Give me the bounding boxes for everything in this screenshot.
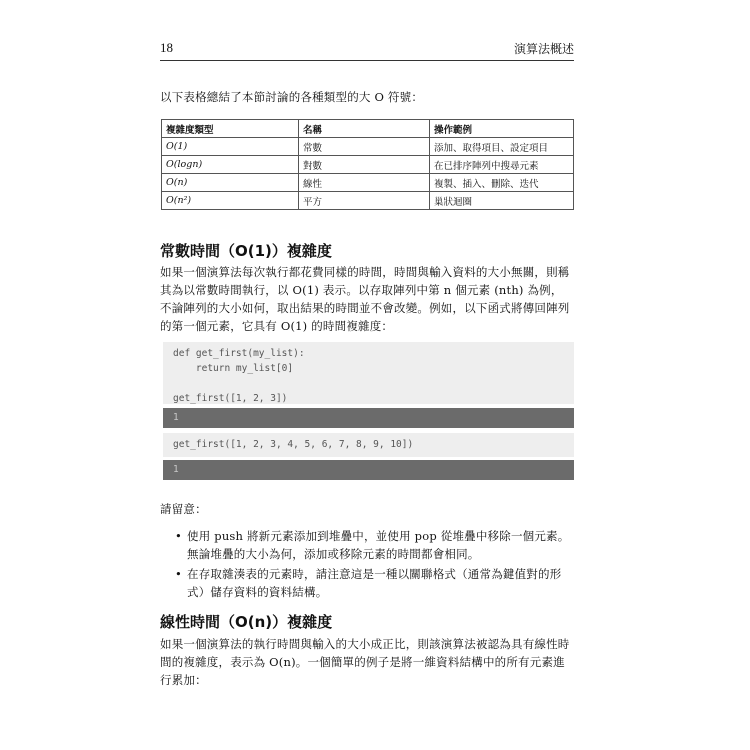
table-cell: 對數 [299, 156, 430, 174]
section-heading-linear: 線性時間（O(n)）複雜度 [160, 613, 333, 631]
column-header: 名稱 [299, 120, 430, 138]
linear-paragraph: 如果一個演算法的執行時間與輸入的大小成正比，則該演算法被認為具有線性時間的複雜度，表示為 O(n)。一個簡單的例子是將一維資料結構中的所有元素進行累加： [160, 637, 570, 687]
table-cell: 複製、插入、刪除、迭代 [430, 174, 574, 192]
output-text: 1 [173, 464, 179, 475]
complexity-table [161, 119, 574, 210]
chapter-title: 演算法概述 [513, 42, 574, 56]
code-text: def get_first(my_list): return my_list[0] get_first([1, 2, 3]) [173, 348, 305, 404]
column-header: 複雜度類型 [162, 120, 299, 138]
table-cell: 添加、取得項目、設定項目 [430, 138, 574, 156]
table-cell: 巢狀迴圈 [430, 192, 574, 210]
code-text: get_first([1, 2, 3, 4, 5, 6, 7, 8, 9, 10]) [173, 439, 414, 450]
constant-paragraph: 如果一個演算法每次執行都花費同樣的時間，時間與輸入資料的大小無關，則稱其為以常數時間執行，以 O(1) 表示。以存取陣列中第 n 個元素 (nth) 為例，不論陣列的大小如何，取出結果的時間並不會改變。例如，以下函式將傳回陣列的第一個元素，它具有 O(1) 的時間複雜度： [160, 265, 570, 333]
page-header [160, 40, 574, 60]
code-block [163, 342, 574, 404]
table-row [162, 138, 574, 156]
notes-list [175, 527, 574, 603]
note-label: 請留意： [160, 502, 207, 516]
table-row [162, 156, 574, 174]
table-row [162, 174, 574, 192]
table-header-row [162, 120, 574, 138]
table-cell: O(1) [162, 138, 299, 156]
section-heading-constant: 常數時間（O(1)）複雜度 [160, 242, 332, 260]
list-item: • 在存取雜湊表的元素時，請注意這是一種以關聯格式（通常為鍵值對的形式）儲存資料的資料結構。 [175, 565, 574, 601]
header-rule [160, 60, 574, 61]
code-output [163, 460, 574, 480]
table-cell: 線性 [299, 174, 430, 192]
code-output [163, 408, 574, 428]
column-header: 操作範例 [430, 120, 574, 138]
table-cell: 在已排序陣列中搜尋元素 [430, 156, 574, 174]
page-number: 18 [160, 40, 173, 55]
list-item: • 使用 push 將新元素添加到堆疊中，並使用 pop 從堆疊中移除一個元素。無論堆疊的大小為何，添加或移除元素的時間都會相同。 [175, 527, 574, 563]
table-cell: O(n²) [162, 192, 299, 210]
code-block [163, 433, 574, 457]
intro-text: 以下表格總結了本節討論的各種類型的大 O 符號： [160, 90, 424, 104]
table-cell: 平方 [299, 192, 430, 210]
table-cell: 常數 [299, 138, 430, 156]
table-cell: O(logn) [162, 156, 299, 174]
table-row [162, 192, 574, 210]
table-cell: O(n) [162, 174, 299, 192]
output-text: 1 [173, 412, 179, 423]
